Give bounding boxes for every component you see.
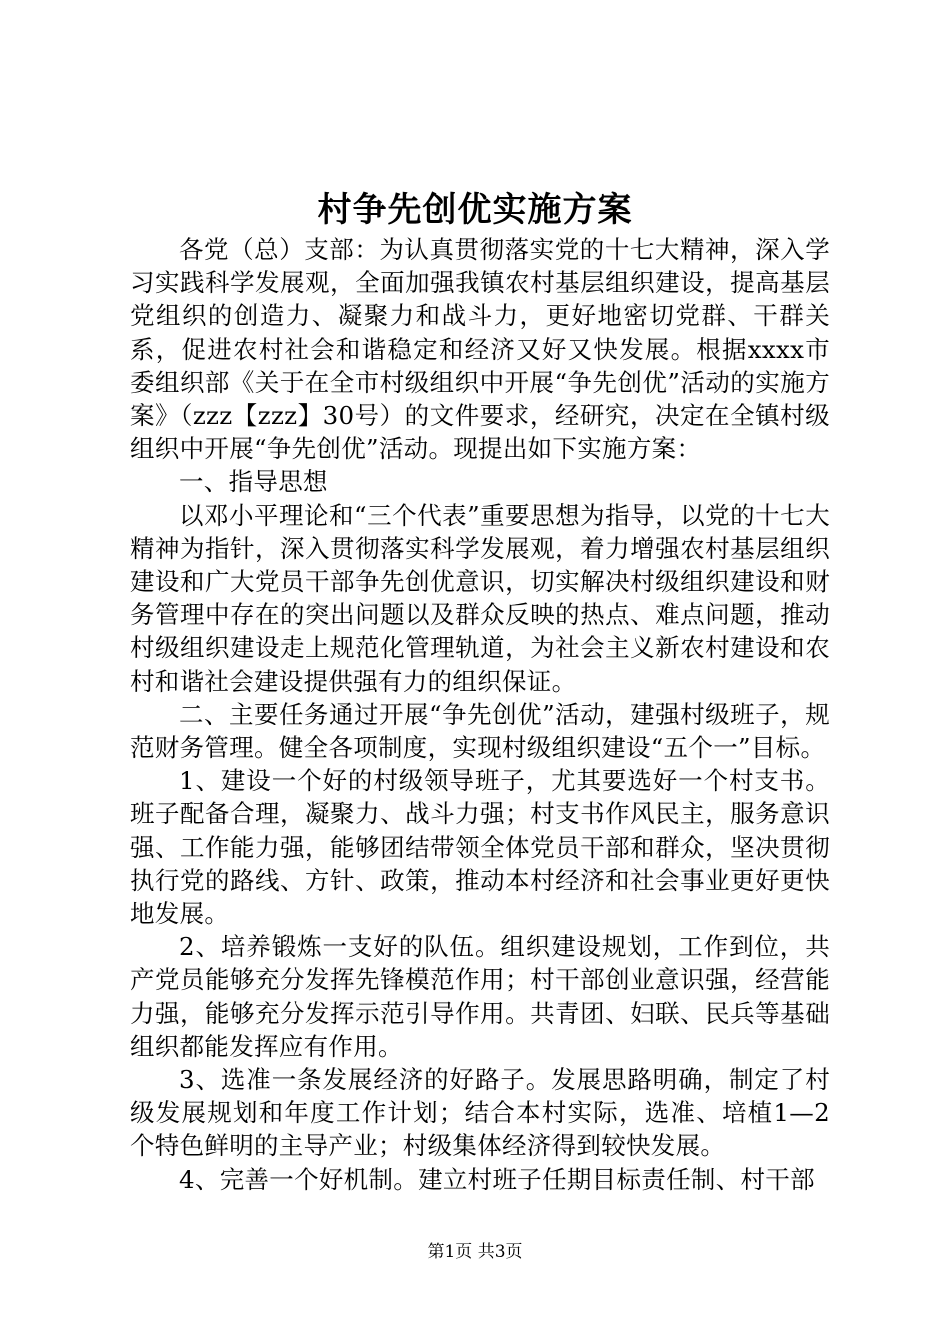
document-title: 村争先创优实施方案 <box>317 190 633 230</box>
page-number-footer: 第1页 共3页 <box>427 1242 523 1262</box>
paragraph-intro: 各党（总）支部：为认真贯彻落实党的十七大精神，深入学习实践科学发展观，全面加强我镇农村基层组织建设，提高基层党组织的创造力、凝聚力和战斗力，更好地密切党群、干群关系，促进农村社会和谐稳定和经济又好又快发展。根据xxxx市委组织部《关于在全市村级组织中开展“争先创优”活动的实施方案》（zzz【zzz】30号）的文件要求，经研究，决定在全镇村级组织中开展“争先创优”活动。现提出如下实施方案： <box>130 235 830 464</box>
paragraph-item-2: 2、培养锻炼一支好的队伍。组织建设规划，工作到位，共产党员能够充分发挥先锋模范作用；村干部创业意识强，经营能力强，能够充分发挥示范引导作用。共青团、妇联、民兵等基础组织都能发挥应有作用。 <box>130 932 830 1061</box>
document-body <box>130 233 830 1196</box>
paragraph-guiding-thought: 以邓小平理论和“三个代表”重要思想为指导，以党的十七大精神为指针，深入贯彻落实科学发展观，着力增强农村基层组织建设和广大党员干部争先创优意识，切实解决村级组织建设和财务管理中存在的突出问题以及群众反映的热点、难点问题，推动村级组织建设走上规范化管理轨道，为社会主义新农村建设和农村和谐社会建设提供强有力的组织保证。 <box>130 500 830 696</box>
paragraph-item-3: 3、选准一条发展经济的好路子。发展思路明确，制定了村级发展规划和年度工作计划；结合本村实际，选准、培植1—2个特色鲜明的主导产业；村级集体经济得到较快发展。 <box>130 1065 830 1161</box>
paragraph-item-4: 4、完善一个好机制。建立村班子任期目标责任制、村干部 <box>179 1164 815 1194</box>
heading-guiding-thought: 一、指导思想 <box>179 467 328 497</box>
paragraph-item-1: 1、建设一个好的村级领导班子，尤其要选好一个村支书。班子配备合理，凝聚力、战斗力强；村支书作风民主，服务意识强、工作能力强，能够团结带领全体党员干部和群众，坚决贯彻执行党的路线、方针、政策，推动本村经济和社会事业更好更快地发展。 <box>130 766 830 929</box>
paragraph-main-tasks: 二、主要任务通过开展“争先创优”活动，建强村级班子，规范财务管理。健全各项制度，实现村级组织建设“五个一”目标。 <box>130 699 830 763</box>
